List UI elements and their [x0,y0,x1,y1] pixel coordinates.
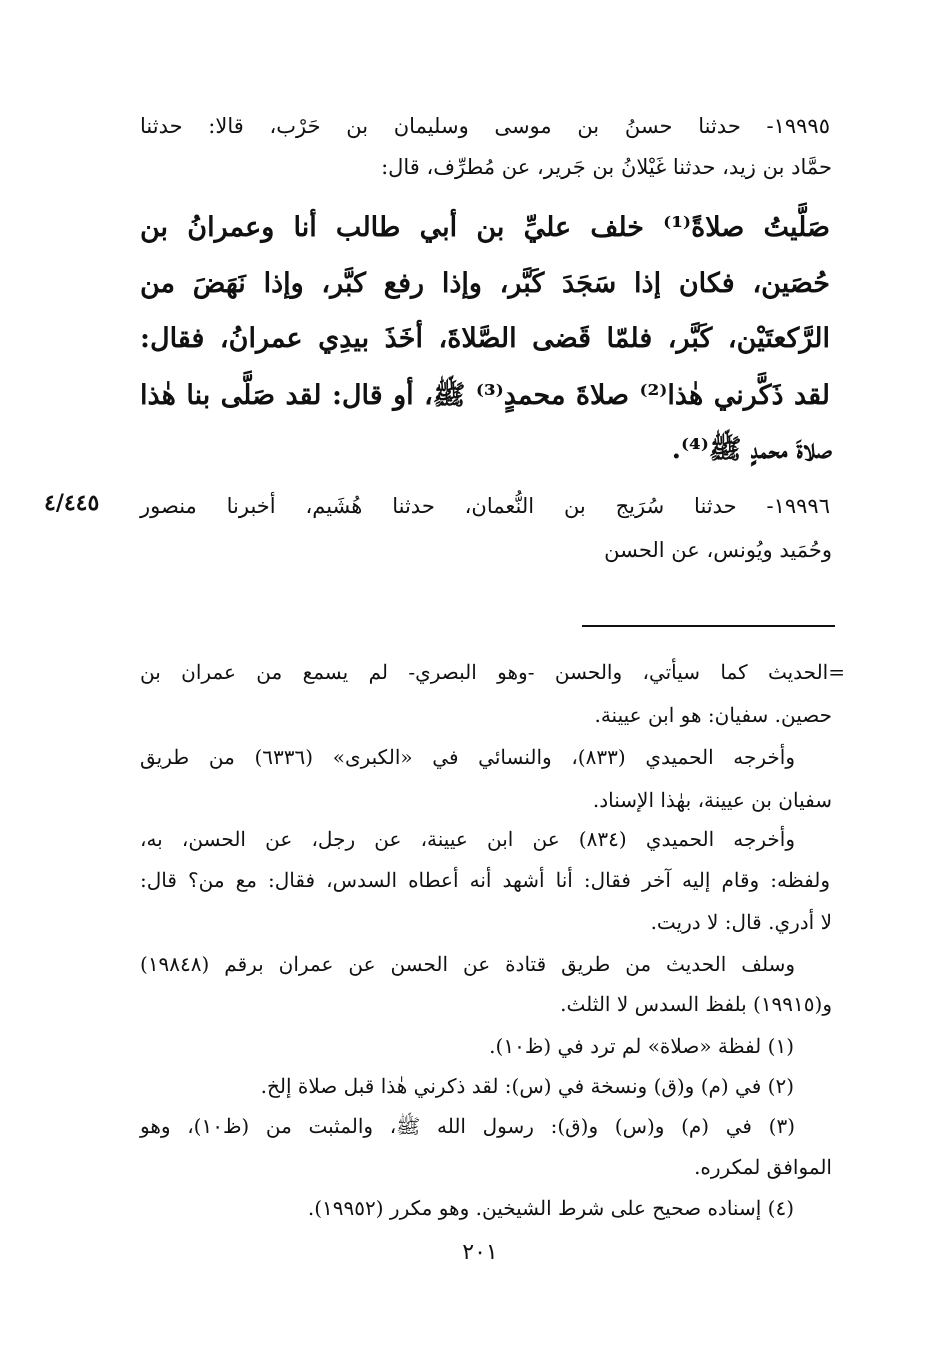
page-number: ٢٠١ [462,1240,498,1265]
note-line-4: سفيان بن عيينة، بهٰذا الإسناد. [592,788,832,812]
note-line-3: وأخرجه الحميدي (٨٣٣)، والنسائي في «الكبرى» (٦٣٣٦) من طريق [140,745,796,769]
matn-line-2: حُصَين، فكان إذا سَجَدَ كَبَّر، وإذا رفع كبَّر، وإذا نَهَضَ من [140,268,830,299]
note-line-7: لا أدري. قال: لا دريت. [650,910,832,934]
hadith-19995-line-1: ١٩٩٩٥- حدثنا حسنُ بن موسى وسليمان بن حَرْب، قالا: حدثنا [140,114,830,138]
note-line-1: =الحديث كما سيأتي، والحسن -وهو البصري- لم يسمع من عمران بن [140,660,845,684]
note-line-9: و(١٩٩١٥) بلفظ السدس لا الثلث. [560,992,832,1016]
note-line-8: وسلف الحديث من طريق قتادة عن الحسن عن عمران برقم (١٩٨٤٨) [140,952,795,976]
matn-line-1: صَلَّيتُ صلاةً⁽¹⁾ خلف عليِّ بن أبي طالب أنا وعمرانُ بن [140,212,830,243]
footnote-3-line-2: الموافق لمكرره. [694,1155,832,1179]
hadith-19995-line-2: حمَّاد بن زيد، حدثنا غَيْلانُ بن جَرير، عن مُطرِّف، قال: [381,155,832,179]
footnote-1: (١) لفظة «صلاة» لم ترد في (ظ١٠). [489,1034,794,1058]
note-line-2: حصين. سفيان: هو ابن عيينة. [594,703,832,727]
hadith-19996-line-1: ١٩٩٩٦- حدثنا سُرَيج بن النُّعمان، حدثنا هُشَيم، أخبرنا منصور [140,494,830,518]
matn-line-4: لقد ذَكَّرني هٰذا⁽²⁾ صلاةَ محمدٍ⁽³⁾ ﷺ، أو قال: لقد صَلَّى بنا هٰذا [140,380,831,411]
footnote-4: (٤) إسناده صحيح على شرط الشيخين. وهو مكرر (١٩٩٥٢). [307,1196,794,1220]
hadith-19996-line-2: وحُمَيد ويُونس، عن الحسن [604,538,832,562]
note-line-5: وأخرجه الحميدي (٨٣٤) عن ابن عيينة، عن رجل، عن الحسن، به، [140,827,796,851]
note-line-6: ولفظه: وقام إليه آخر فقال: أنا أشهد أنه أعطاه السدس، فقال: مع من؟ قال: [140,868,830,892]
footnote-3-line-1: (٣) في (م) و(س) و(ق): رسول الله ﷺ، والمثبت من (ظ١٠)، وهو [140,1114,795,1138]
matn-line-5: صلاةَ محمدٍ ﷺ⁽⁴⁾. [671,434,832,465]
margin-reference: ٤/٤٤٥ [44,490,100,516]
footnote-separator [582,625,835,627]
footnote-2: (٢) في (م) و(ق) ونسخة في (س): لقد ذكرني هٰذا قبل صلاة إلخ. [260,1074,794,1098]
matn-line-3: الرَّكعتَيْن، كَبَّر، فلمّا قَضى الصَّلاةَ، أخَذَ بيدِي عمرانُ، فقال: [140,323,830,354]
